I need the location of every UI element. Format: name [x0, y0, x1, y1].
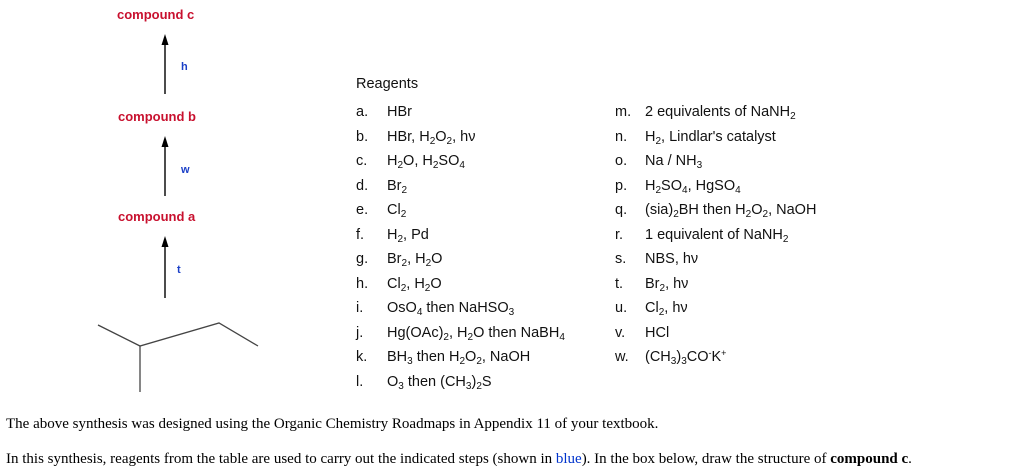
instruction-line-1: The above synthesis was designed using the Organic Chemistry Roadmaps in Appendix 11 of your textbook. [6, 416, 659, 432]
compound-a-label: compound a [118, 209, 196, 224]
step-label-w: w [181, 164, 190, 176]
blue-word: blue [555, 451, 582, 467]
reagent-u: u. $Cl_2$, hν [615, 300, 688, 318]
reagent-m: m. 2 equivalents of NaNH$_2$ [615, 104, 796, 122]
reagent-t: t. $Br_2$, hν [615, 275, 689, 294]
reaction-arrow-h [159, 34, 171, 94]
reagent-k: k. $BH_3$ then $H_2O_2$, NaOH [356, 349, 531, 367]
reagent-v: v. HCl [615, 324, 670, 341]
reagent-i: i. OsO$_4$ then NaHSO$_3$ [356, 300, 515, 318]
reagent-j: j. $Hg(OAc)_2$, $H_2O$ then NaBH$_4$ [356, 324, 565, 343]
reagent-c: c. $H_2O$, $H_2SO_4$ [356, 153, 465, 171]
compound-b-label: compound b [118, 109, 196, 124]
reagent-s: s. NBS, hν [615, 251, 699, 267]
reagent-b: b. HBr, $H_2O_2$, hν [356, 128, 476, 147]
reagent-q: q. $(sia)_2BH$ then $H_2O_2$, NaOH [615, 202, 817, 220]
reagent-e: e. $Cl_2$ [356, 202, 407, 220]
reagent-r: r. 1 equivalent of NaNH$_2$ [615, 226, 789, 245]
reagent-p: p. $H_2SO_4$, HgSO$_4$ [615, 177, 741, 196]
reaction-arrow-t [159, 236, 171, 298]
compound-c-label: compound c [117, 7, 195, 22]
reagent-a: a. HBr [356, 104, 412, 120]
reagent-f: f. $H_2$, Pd [356, 226, 429, 245]
instruction-line-2: In this synthesis, reagents from the table are used to carry out the indicated steps (shown in blue). In the box below, draw the structure of compound c. [6, 451, 912, 467]
step-label-h: h [181, 61, 188, 73]
reagents-title: Reagents [356, 76, 419, 92]
reagent-h: h. $Cl_2$, $H_2O$ [356, 275, 442, 294]
reagent-l: l. $O_3$ then $(CH_3)_2S$ [356, 373, 492, 392]
reagent-g: g. $Br_2$, $H_2O$ [356, 251, 443, 269]
reagents-right-column [615, 100, 816, 370]
reaction-arrow-w [159, 136, 171, 196]
step-label-t: t [177, 264, 181, 276]
starting-material-skeletal-structure [95, 315, 265, 395]
reagent-o: o. Na / $NH_3$ [615, 153, 703, 171]
reagents-left-column [356, 100, 565, 394]
reagent-d: d. $Br_2$ [356, 177, 408, 196]
reagent-n: n. $H_2$, Lindlar's catalyst [615, 128, 776, 147]
compound-c-bold: compound c [830, 451, 909, 467]
reagent-w: w. $(CH_3)_3CO^-K^+$ [615, 348, 727, 367]
